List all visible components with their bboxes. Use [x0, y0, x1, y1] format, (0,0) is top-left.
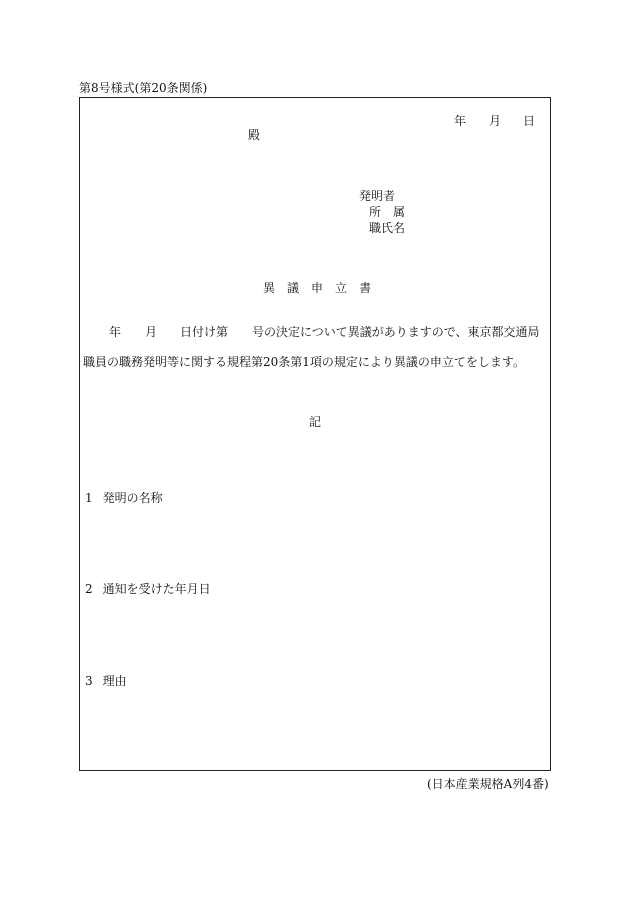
date-year-label: 年 [454, 114, 467, 128]
name-label: 職氏名 [369, 221, 406, 235]
title-char: 申 [311, 281, 324, 295]
item-2 [85, 583, 211, 595]
department-char-1: 所 [369, 205, 382, 219]
body-line2: 職員の職務発明等に関する規程第20条第1項の規定により異議の申立てをします。 [83, 356, 525, 368]
item-label: 通知を受けた年月日 [102, 582, 211, 596]
item-3 [85, 675, 127, 687]
form-frame [79, 97, 551, 771]
body-line1-rest: 号の決定について異議がありますので、東京都交通局 [252, 326, 540, 338]
title-char: 異 [263, 281, 276, 295]
date-day-label: 日 [523, 114, 536, 128]
date-month-label: 月 [489, 114, 502, 128]
title-char: 書 [359, 281, 372, 295]
title-char: 立 [335, 281, 348, 295]
title-char: 議 [287, 281, 300, 295]
body-month: 月 [145, 325, 158, 339]
item-number: 2 [85, 582, 93, 596]
body-year: 年 [109, 325, 122, 339]
inventor-label: 発明者 [359, 189, 396, 203]
item-label: 発明の名称 [102, 491, 163, 505]
item-number: 1 [85, 491, 93, 505]
department-char-2: 属 [393, 205, 406, 219]
department-label [369, 206, 405, 218]
form-number: 第8号様式(第20条関係) [79, 81, 208, 95]
item-1 [85, 492, 163, 504]
item-label: 理由 [102, 674, 127, 688]
addressee-suffix: 殿 [248, 128, 261, 142]
document-title [263, 282, 371, 294]
paper-size-note: (日本産業規格A列4番) [427, 777, 549, 791]
item-number: 3 [85, 674, 93, 688]
body-day-dated: 日付け第 [180, 325, 229, 339]
ki-label: 記 [309, 415, 322, 429]
